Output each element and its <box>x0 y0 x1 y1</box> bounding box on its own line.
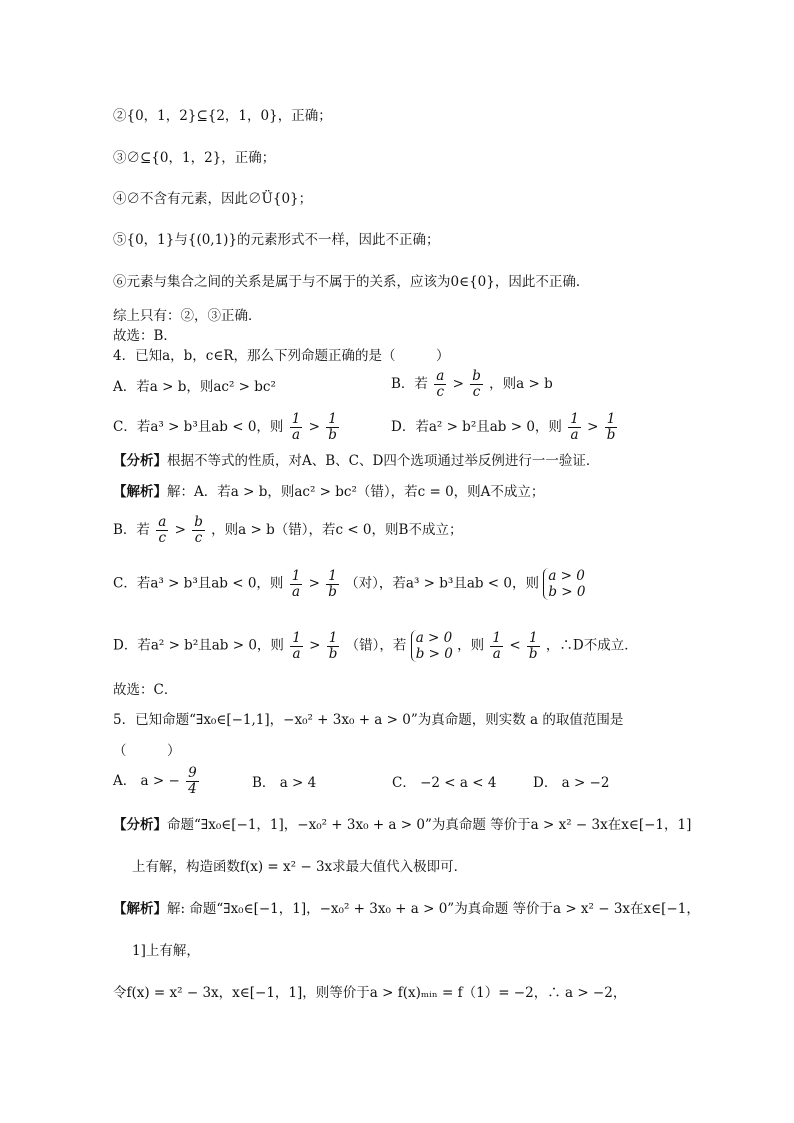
statement-6: ⑥元素与集合之间的关系是属于与不属于的关系，应该为0∈{0}，因此不正确． <box>113 274 590 290</box>
summary-line: 综上只有：②，③正确． <box>113 308 262 324</box>
numerator: 1 <box>291 567 301 584</box>
q4-solution-c <box>113 568 585 600</box>
denominator: b <box>606 427 616 443</box>
fraction <box>290 569 303 600</box>
q4-option-b <box>391 369 553 400</box>
q5-solution <box>113 900 700 918</box>
denominator: b <box>528 645 538 662</box>
answer-q3: 故选：B． <box>113 328 177 344</box>
q4-option-a: A．若a > b，则ac² > bc² <box>113 379 276 395</box>
statement-4: ④∅不含有元素，因此∅Ü{0}； <box>113 191 313 207</box>
solution-tag: 【解析】 <box>113 484 167 500</box>
inequality-system <box>411 630 453 662</box>
solution-c-middle: （对），若a³ > b³且ab < 0，则 <box>345 575 540 592</box>
solution-d-middle2: ，则 <box>457 637 485 654</box>
system-line: a > 0 <box>548 568 585 584</box>
operator: > <box>309 637 321 654</box>
numerator: 1 <box>492 629 502 646</box>
numerator: 1 <box>326 412 339 428</box>
denominator: c <box>194 530 203 546</box>
numerator: 1 <box>605 412 618 428</box>
q4-stem: 4．已知a，b，c∈R，那么下列命题正确的是（ ） <box>113 348 450 364</box>
analysis-tag: 【分析】 <box>113 453 167 469</box>
q5-solution-cont: 1]上有解， <box>132 943 200 959</box>
q5-option-b: B． a > 4 <box>252 775 317 791</box>
denominator: b <box>328 427 337 443</box>
solution-c-prefix: C．若a³ > b³且ab < 0，则 <box>113 575 284 592</box>
fraction <box>192 515 205 546</box>
operator: > <box>587 419 599 435</box>
inequality-system <box>543 568 585 600</box>
q5-stem: 5．已知命题“∃x₀∈[−1,1]，−x₀² + 3x₀ + a > 0”为真命题，则实数 a 的取值范围是 <box>113 712 624 728</box>
q4-option-b-suffix: ，则a > b <box>489 376 553 392</box>
solution-tag: 【解析】 <box>113 901 167 917</box>
statement-5: ⑤{0，1}与{(0,1)}的元素形式不一样，因此不正确； <box>113 232 440 248</box>
numerator: 1 <box>292 629 301 646</box>
operator: > <box>174 522 186 538</box>
operator: > <box>308 419 320 435</box>
fraction <box>327 631 340 662</box>
q4-option-d <box>391 412 619 443</box>
denominator: b <box>328 645 338 662</box>
solution-d-middle: （错），若 <box>345 637 407 654</box>
q4-option-c <box>113 412 341 443</box>
solution-d-suffix: ，∴D不成立． <box>545 637 638 654</box>
operator: < <box>509 637 521 654</box>
fraction <box>326 569 339 600</box>
q4-solution-d <box>113 630 638 662</box>
denominator: c <box>472 384 481 400</box>
fraction <box>605 412 618 443</box>
fraction <box>290 631 303 662</box>
answer-q4: 故选：C． <box>113 682 178 698</box>
q4-option-b-prefix: B．若 <box>391 376 428 392</box>
numerator: a <box>158 514 167 530</box>
analysis-text: 命题“∃x₀∈[−1，1]，−x₀² + 3x₀ + a > 0”为真命题 等价于a > x² − 3x在x∈[−1，1] <box>167 817 692 833</box>
solution-text: 解: 命题“∃x₀∈[−1，1]，−x₀² + 3x₀ + a > 0”为真命题 等价于a > x² − 3x在x∈[−1， <box>167 901 700 917</box>
analysis-text: 根据不等式的性质，对A、B、C、D四个选项通过举反例进行一一验证． <box>167 453 600 469</box>
operator: > <box>452 376 464 392</box>
fraction <box>186 766 199 797</box>
fraction <box>470 369 483 400</box>
q5-option-d: D． a > −2 <box>533 775 610 791</box>
solution-a-text: 解：A．若a > b，则ac² > bc²（错），若c = 0，则A不成立； <box>167 484 545 500</box>
operator: > <box>308 575 320 592</box>
system-line: b > 0 <box>548 584 586 600</box>
numerator: 1 <box>570 411 579 427</box>
statement-2: ②{0，1，2}⊆{2，1，0}，正确； <box>113 108 332 124</box>
fraction <box>527 631 540 662</box>
denominator: a <box>492 645 501 662</box>
fraction <box>156 515 168 546</box>
q5-option-a-prefix: A． a > − <box>113 773 180 789</box>
denominator: 4 <box>188 781 197 797</box>
q4-option-d-prefix: D．若a² > b²且ab > 0，则 <box>391 419 562 435</box>
numerator: 9 <box>188 765 197 781</box>
q4-solution-a <box>113 483 544 501</box>
fraction <box>326 412 339 443</box>
fraction <box>490 631 503 662</box>
q4-analysis <box>113 452 599 470</box>
numerator: a <box>436 368 445 384</box>
numerator: 1 <box>527 631 540 647</box>
numerator: b <box>194 514 203 530</box>
denominator: a <box>291 583 301 600</box>
fraction <box>568 412 581 443</box>
numerator: b <box>472 368 481 384</box>
q5-option-c: C． −2 < a < 4 <box>392 775 497 791</box>
denominator: c <box>158 530 167 546</box>
statement-3: ③∅⊆{0，1，2}，正确； <box>113 150 276 166</box>
q5-analysis <box>113 816 691 834</box>
q4-option-c-prefix: C．若a³ > b³且ab < 0，则 <box>113 419 284 435</box>
fraction <box>290 412 303 443</box>
denominator: b <box>328 583 337 600</box>
numerator: 1 <box>291 411 301 427</box>
denominator: a <box>570 427 579 443</box>
solution-b-suffix: ，则a > b（错），若c < 0，则B不成立； <box>211 522 463 538</box>
system-line: b > 0 <box>415 646 453 662</box>
q5-analysis-cont: 上有解，构造函数f(x) = x² − 3x求最大值代入极即可． <box>132 859 468 875</box>
numerator: 1 <box>326 569 339 585</box>
q5-option-a <box>113 766 201 797</box>
q5-paren: （ ） <box>113 743 181 759</box>
q5-solution-final: 令f(x) = x² − 3x，x∈[−1，1]，则等价于a > f(x)ₘᵢₙ = f（1）= −2，∴ a > −2， <box>113 985 627 1001</box>
fraction <box>434 369 446 400</box>
numerator: 1 <box>327 631 340 647</box>
q4-solution-b <box>113 515 462 546</box>
solution-b-prefix: B．若 <box>113 522 150 538</box>
denominator: c <box>436 384 445 400</box>
system-line: a > 0 <box>415 630 453 646</box>
solution-d-prefix: D．若a² > b²且ab > 0，则 <box>113 637 284 654</box>
denominator: a <box>292 645 301 662</box>
analysis-tag: 【分析】 <box>113 817 167 833</box>
denominator: a <box>291 427 301 443</box>
